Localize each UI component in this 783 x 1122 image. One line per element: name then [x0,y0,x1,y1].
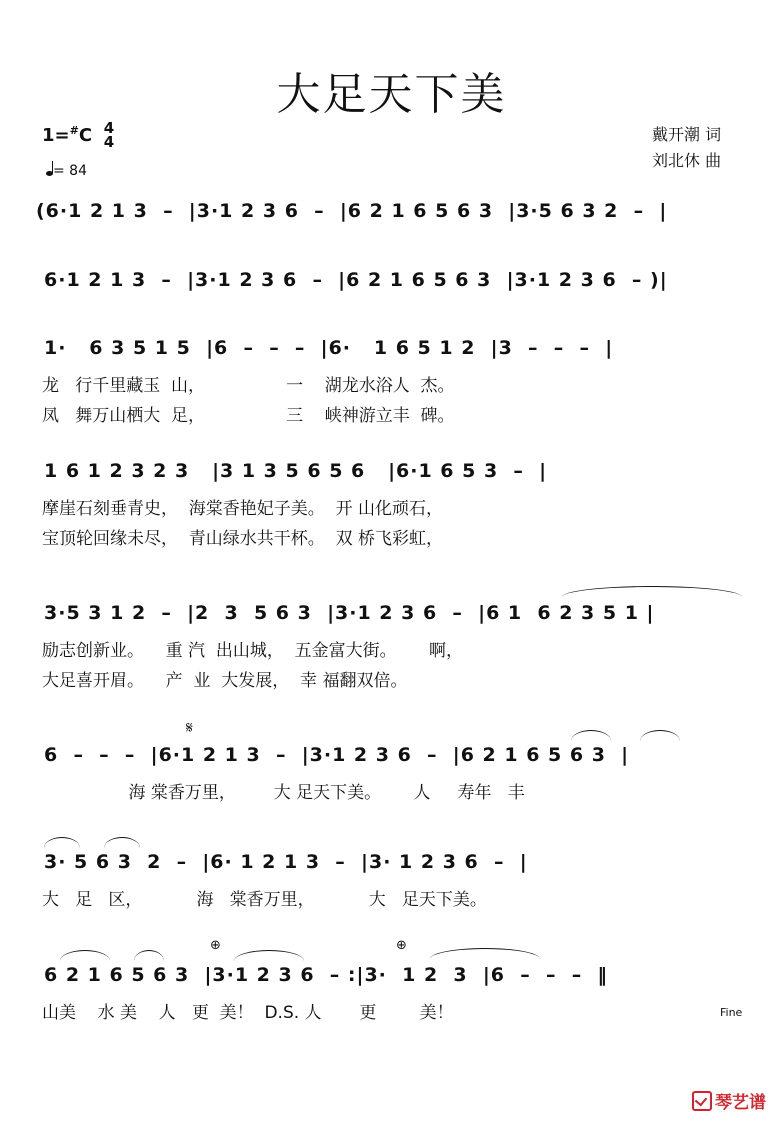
lyric-verse-1: 摩崖石刻垂青史， 海棠香艳妃子美。 开 山化顽石， [42,499,444,519]
notation-line: 6 2 1 6 5 6 3 |3·1 2 3 6 – :|3· 1 2 3 |6 – – – ‖ [44,964,608,986]
tempo-mark [46,163,87,179]
phrase-slur [104,837,140,848]
coda-mark: ⊕ [396,938,407,953]
meter-top: 4 [103,119,115,137]
notation-line: (6·1 2 1 3 – |3·1 2 3 6 – |6 2 1 6 5 6 3 |3·5 6 3 2 – | [36,200,668,222]
key-note: C [78,125,93,146]
lyric-verse-2: 大足喜开眉。 产 业 大发展， 幸 福翻双倍。 [42,671,408,691]
fine-mark: Fine [720,1006,743,1019]
phrase-slur [562,586,742,597]
lyric-verse-1: 大 足 区， 海 棠香万里， 大 足天下美。 [42,890,487,910]
notation-line: 6 – – – |6·1 2 1 3 – |3·1 2 3 6 – |6 2 1 6 5 6 3 | [44,744,630,766]
phrase-slur [44,837,80,848]
lyric-verse-1: 励志创新业。 重 汽 出山城， 五金富大街。 啊， [42,641,464,661]
quarter-note-icon [46,171,53,176]
coda-mark: ⊕ [210,938,221,953]
phrase-slur [430,948,540,959]
phrase-slur [234,950,304,961]
notation-line: 3·5 3 1 2 – |2 3 5 6 3 |3·1 2 3 6 – |6 1 6 2 3 5 1 | [44,602,655,624]
logo-mark-icon [692,1091,712,1111]
lyric-verse-2: 凤 舞万山栖大 足， 三 峡神游立丰 碑。 [42,406,455,426]
key-prefix: 1= [42,125,70,146]
phrase-slur [571,730,611,741]
logo-text: 琴艺谱 [715,1093,766,1113]
lyric-verse-1: 海 棠香万里， 大 足天下美。 人 寿年 丰 [42,783,525,803]
lyric-verse-1: 龙 行千里藏玉 山， 一 湖龙水浴人 杰。 [42,376,455,396]
lyric-verse-2: 宝顶轮回缘未尽， 青山绿水共干杯。 双 桥飞彩虹， [42,529,444,549]
composer-credit: 刘北休 曲 [652,151,722,170]
notation-line: 1 6 1 2 3 2 3 |3 1 3 5 6 5 6 |6·1 6 5 3 – | [44,460,548,482]
phrase-slur [134,950,164,961]
notation-line: 3· 5 6 3 2 – |6· 1 2 1 3 – |3· 1 2 3 6 – | [44,851,528,873]
segno-mark: 𝄋 [186,718,193,737]
lyricist-credit: 戴开潮 词 [652,125,722,144]
phrase-slur [60,950,110,961]
phrase-slur [640,730,680,741]
sharp-sign: # [69,124,79,137]
meter-bottom: 4 [103,133,115,151]
lyric-verse-1: 山美 水 美 人 更 美！ D.S. 人 更 美！ [42,1003,454,1023]
key-signature [42,124,92,146]
time-signature [100,121,118,149]
notation-line: 1· 6 3 5 1 5 |6 – – – |6· 1 6 5 1 2 |3 – – – | [44,337,614,359]
notation-line: 6·1 2 1 3 – |3·1 2 3 6 – |6 2 1 6 5 6 3 |3·1 2 3 6 – )| [44,269,668,291]
score-title: 大足天下美 [276,69,507,120]
watermark-logo [692,1088,766,1113]
tempo-value: = 84 [53,163,87,179]
